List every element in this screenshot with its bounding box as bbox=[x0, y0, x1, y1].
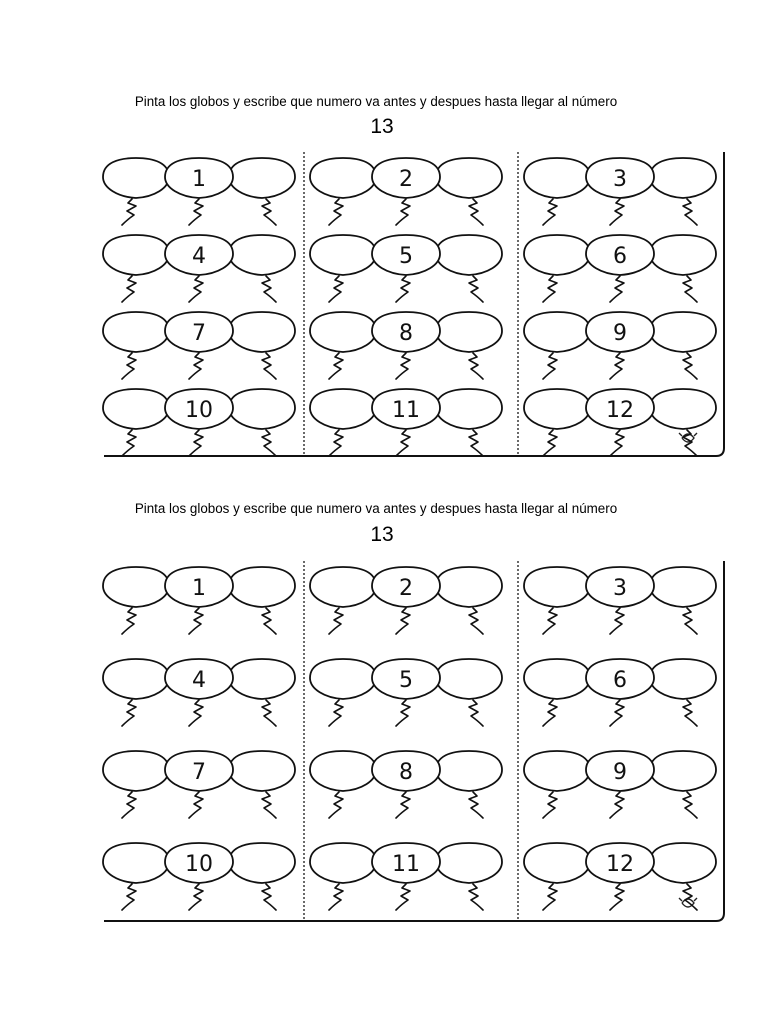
balloon-number: 1 bbox=[192, 576, 206, 601]
balloon-string bbox=[396, 430, 410, 456]
target-number: 13 bbox=[370, 523, 394, 546]
blank-balloon bbox=[524, 751, 590, 791]
balloon-string bbox=[543, 199, 557, 225]
balloon-grid bbox=[104, 561, 728, 927]
blank-balloon bbox=[310, 235, 376, 275]
balloon-string bbox=[122, 199, 136, 225]
balloon-number: 9 bbox=[613, 321, 627, 346]
balloon-grid-svg bbox=[104, 152, 728, 462]
blank-balloon bbox=[103, 843, 169, 883]
balloon-string bbox=[543, 430, 557, 456]
blank-balloon bbox=[229, 389, 295, 429]
balloon-group bbox=[103, 751, 295, 818]
balloon-group bbox=[310, 312, 502, 379]
balloon-string bbox=[189, 430, 203, 456]
balloon-string bbox=[469, 608, 483, 634]
balloon-string bbox=[610, 792, 624, 818]
balloon-string bbox=[610, 353, 624, 379]
balloon-number: 12 bbox=[606, 852, 634, 877]
balloon-string bbox=[396, 884, 410, 910]
balloon-string bbox=[469, 199, 483, 225]
balloon-string bbox=[329, 792, 343, 818]
balloon-string bbox=[189, 276, 203, 302]
blank-balloon bbox=[103, 567, 169, 607]
blank-balloon bbox=[650, 389, 716, 429]
blank-balloon bbox=[229, 751, 295, 791]
balloon-string bbox=[329, 608, 343, 634]
balloon-string bbox=[543, 884, 557, 910]
blank-balloon bbox=[436, 235, 502, 275]
balloon-string bbox=[262, 608, 276, 634]
blank-balloon bbox=[103, 659, 169, 699]
instruction-text: Pinta los globos y escribe que numero va antes y despues hasta llegar al número bbox=[134, 501, 618, 516]
blank-balloon bbox=[436, 567, 502, 607]
blank-balloon bbox=[229, 843, 295, 883]
blank-balloon bbox=[650, 843, 716, 883]
balloon-group bbox=[310, 843, 502, 910]
balloon-number: 10 bbox=[185, 852, 213, 877]
balloon-number: 2 bbox=[399, 576, 413, 601]
balloon-string bbox=[122, 700, 136, 726]
balloon-string bbox=[683, 199, 697, 225]
balloon-string bbox=[189, 199, 203, 225]
blank-balloon bbox=[650, 659, 716, 699]
blank-balloon bbox=[524, 659, 590, 699]
balloon-string bbox=[262, 430, 276, 456]
balloon-string bbox=[543, 608, 557, 634]
balloon-string bbox=[189, 884, 203, 910]
balloon-number: 9 bbox=[613, 760, 627, 785]
balloon-string bbox=[469, 792, 483, 818]
balloon-group bbox=[310, 659, 502, 726]
balloon-string bbox=[683, 608, 697, 634]
balloon-group bbox=[524, 235, 716, 302]
balloon-string bbox=[122, 353, 136, 379]
balloon-string bbox=[262, 700, 276, 726]
balloon-string bbox=[396, 792, 410, 818]
blank-balloon bbox=[436, 389, 502, 429]
balloon-string bbox=[683, 700, 697, 726]
blank-balloon bbox=[436, 843, 502, 883]
blank-balloon bbox=[310, 843, 376, 883]
balloon-string bbox=[262, 792, 276, 818]
balloon-number: 1 bbox=[192, 167, 206, 192]
blank-balloon bbox=[103, 235, 169, 275]
balloon-group bbox=[524, 751, 716, 818]
blank-balloon bbox=[524, 158, 590, 198]
balloon-string bbox=[469, 430, 483, 456]
balloon-group bbox=[524, 389, 716, 456]
balloon-group bbox=[310, 751, 502, 818]
blank-balloon bbox=[229, 659, 295, 699]
balloon-grid-svg bbox=[104, 561, 728, 927]
balloon-number: 4 bbox=[192, 668, 206, 693]
balloon-group bbox=[310, 158, 502, 225]
balloon-group bbox=[524, 158, 716, 225]
balloon-string bbox=[189, 608, 203, 634]
blank-balloon bbox=[524, 235, 590, 275]
balloon-number: 2 bbox=[399, 167, 413, 192]
balloon-string bbox=[683, 276, 697, 302]
balloon-string bbox=[122, 792, 136, 818]
balloon-string bbox=[469, 276, 483, 302]
balloon-string bbox=[610, 199, 624, 225]
balloon-string bbox=[262, 884, 276, 910]
instruction-text: Pinta los globos y escribe que numero va antes y despues hasta llegar al número bbox=[134, 94, 618, 109]
blank-balloon bbox=[524, 312, 590, 352]
target-number: 13 bbox=[370, 115, 394, 138]
blank-balloon bbox=[524, 567, 590, 607]
balloon-group bbox=[524, 659, 716, 726]
balloon-string bbox=[122, 884, 136, 910]
balloon-number: 7 bbox=[192, 760, 206, 785]
balloon-string bbox=[396, 608, 410, 634]
balloon-group bbox=[524, 567, 716, 634]
balloon-string bbox=[396, 353, 410, 379]
balloon-string bbox=[683, 430, 697, 456]
balloon-number: 11 bbox=[392, 398, 420, 423]
balloon-number: 7 bbox=[192, 321, 206, 346]
balloon-string bbox=[543, 353, 557, 379]
balloon-string bbox=[189, 700, 203, 726]
balloon-string bbox=[610, 276, 624, 302]
balloon-string bbox=[329, 199, 343, 225]
blank-balloon bbox=[310, 567, 376, 607]
blank-balloon bbox=[103, 158, 169, 198]
balloon-string bbox=[189, 353, 203, 379]
balloon-group bbox=[103, 158, 295, 225]
blank-balloon bbox=[310, 158, 376, 198]
blank-balloon bbox=[650, 567, 716, 607]
balloon-group bbox=[310, 235, 502, 302]
blank-balloon bbox=[310, 389, 376, 429]
balloon-group bbox=[524, 312, 716, 379]
balloon-number: 11 bbox=[392, 852, 420, 877]
balloon-string bbox=[543, 792, 557, 818]
balloon-string bbox=[396, 276, 410, 302]
balloon-group bbox=[103, 312, 295, 379]
balloon-string bbox=[262, 199, 276, 225]
blank-balloon bbox=[524, 389, 590, 429]
blank-balloon bbox=[229, 312, 295, 352]
blank-balloon bbox=[103, 751, 169, 791]
balloon-string bbox=[543, 700, 557, 726]
blank-balloon bbox=[103, 389, 169, 429]
blank-balloon bbox=[524, 843, 590, 883]
balloon-string bbox=[469, 700, 483, 726]
balloon-number: 6 bbox=[613, 244, 627, 269]
balloon-string bbox=[122, 608, 136, 634]
balloon-number: 6 bbox=[613, 668, 627, 693]
blank-balloon bbox=[310, 659, 376, 699]
balloon-group bbox=[103, 567, 295, 634]
balloon-string bbox=[469, 884, 483, 910]
balloon-string bbox=[329, 884, 343, 910]
balloon-group bbox=[103, 843, 295, 910]
balloon-group bbox=[103, 389, 295, 456]
balloon-string bbox=[610, 608, 624, 634]
balloon-group bbox=[310, 389, 502, 456]
balloon-string bbox=[610, 430, 624, 456]
blank-balloon bbox=[436, 751, 502, 791]
blank-balloon bbox=[310, 312, 376, 352]
balloon-string bbox=[122, 276, 136, 302]
balloon-string bbox=[396, 199, 410, 225]
blank-balloon bbox=[650, 235, 716, 275]
balloon-number: 5 bbox=[399, 668, 413, 693]
blank-balloon bbox=[650, 158, 716, 198]
balloon-string bbox=[122, 430, 136, 456]
balloon-grid bbox=[104, 152, 728, 462]
balloon-string bbox=[610, 700, 624, 726]
balloon-string bbox=[329, 276, 343, 302]
balloon-string bbox=[543, 276, 557, 302]
balloon-number: 8 bbox=[399, 760, 413, 785]
balloon-group bbox=[103, 659, 295, 726]
balloon-string bbox=[329, 353, 343, 379]
balloon-string bbox=[262, 353, 276, 379]
blank-balloon bbox=[103, 312, 169, 352]
balloon-group bbox=[524, 843, 716, 910]
balloon-group bbox=[103, 235, 295, 302]
blank-balloon bbox=[436, 312, 502, 352]
balloon-string bbox=[683, 792, 697, 818]
balloon-string bbox=[262, 276, 276, 302]
balloon-number: 3 bbox=[613, 167, 627, 192]
balloon-number: 12 bbox=[606, 398, 634, 423]
blank-balloon bbox=[436, 659, 502, 699]
blank-balloon bbox=[650, 312, 716, 352]
balloon-string bbox=[329, 700, 343, 726]
balloon-number: 10 bbox=[185, 398, 213, 423]
blank-balloon bbox=[229, 235, 295, 275]
balloon-string bbox=[469, 353, 483, 379]
balloon-number: 5 bbox=[399, 244, 413, 269]
blank-balloon bbox=[229, 158, 295, 198]
balloon-group bbox=[310, 567, 502, 634]
balloon-number: 8 bbox=[399, 321, 413, 346]
blank-balloon bbox=[310, 751, 376, 791]
balloon-number: 3 bbox=[613, 576, 627, 601]
balloon-string bbox=[683, 353, 697, 379]
blank-balloon bbox=[229, 567, 295, 607]
balloon-number: 4 bbox=[192, 244, 206, 269]
balloon-string bbox=[610, 884, 624, 910]
balloon-string bbox=[189, 792, 203, 818]
blank-balloon bbox=[436, 158, 502, 198]
balloon-string bbox=[329, 430, 343, 456]
balloon-string bbox=[396, 700, 410, 726]
blank-balloon bbox=[650, 751, 716, 791]
